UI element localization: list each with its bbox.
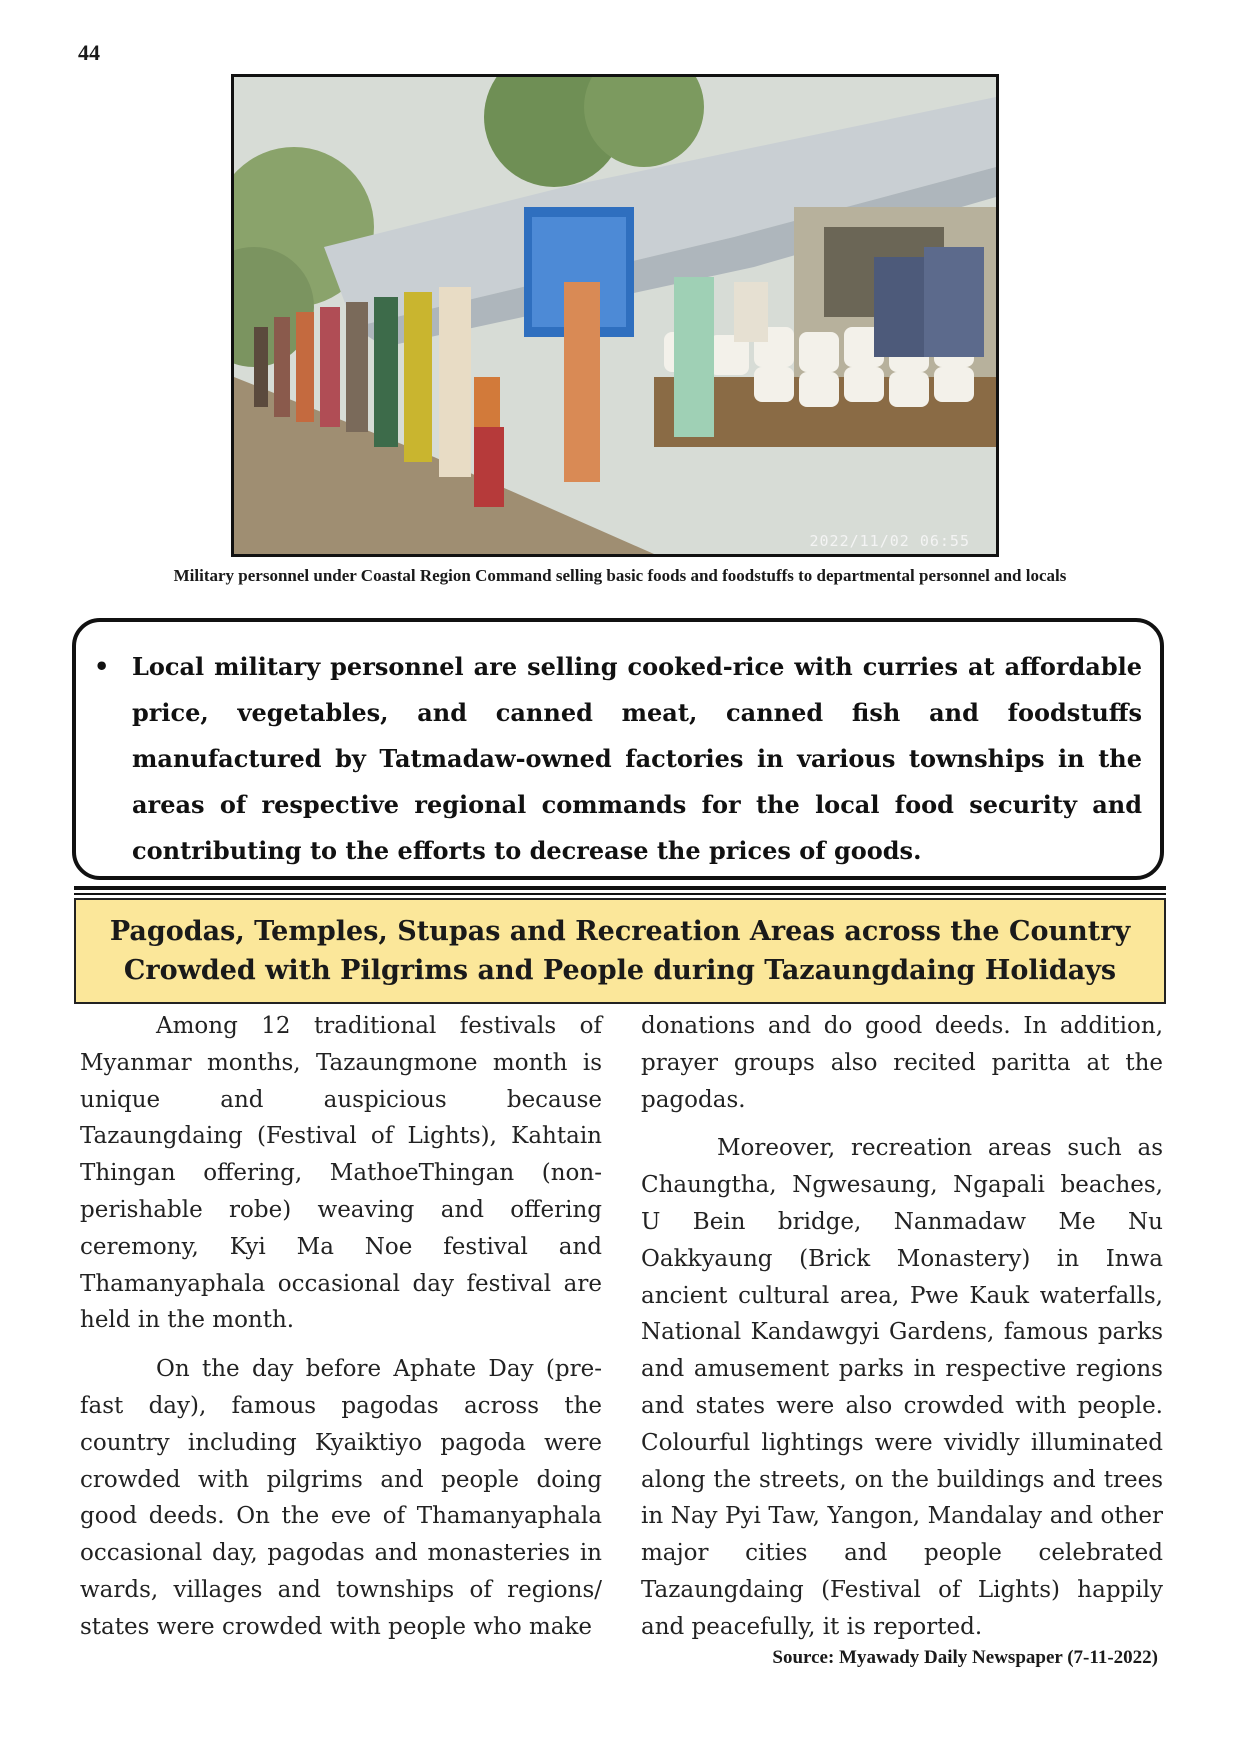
callout-box bbox=[72, 618, 1164, 880]
article-source: Source: Myawady Daily Newspaper (7-11-2022) bbox=[772, 1647, 1158, 1668]
divider-thick bbox=[74, 886, 1166, 890]
photo-illustration bbox=[234, 77, 996, 554]
article-paragraph: On the day before Aphate Day (pre-fast day), famous pagodas across the country including Kyaiktiyo pagoda were crowded with pilgrims and people doing good deeds. On the eve of Thamanyaphala occasional day, pagodas and monasteries in wards, villages and townships of regions/ states were crowded with people who make bbox=[80, 1356, 602, 1640]
article-paragraph: Moreover, recreation areas such as Chaungtha, Ngwesaung, Ngapali beaches, U Bein bridge, Nanmadaw Me Nu Oakkyaung (Brick Monastery) in Inwa ancient cultural area, Pwe Kauk waterfalls, National Kandawgyi Gardens, famous parks and amusement parks in respective regions and states were also crowded with people. Colourful lightings were vividly illuminated along the streets, on the buildings and trees in Nay Pyi Taw, Yangon, Mandalay and other major cities and people celebrated Tazaungdaing (Festival of Lights) happily and peacefully, it is reported. bbox=[641, 1135, 1163, 1640]
callout-item: • Local military personnel are selling cooked-rice with curries at affordable price, vegetables, and canned meat, canned fish and foodstuffs manufactured by Tatmadaw-owned factories in various townships in the areas of respective regional commands for the local food security and contributing to the efforts to decrease the prices of goods. bbox=[132, 644, 1142, 874]
callout-list bbox=[132, 644, 1142, 874]
divider-thin bbox=[74, 893, 1166, 895]
news-photo bbox=[231, 74, 999, 557]
article-paragraph: Among 12 traditional festivals of Myanmar months, Tazaungmone month is unique and auspicious because Tazaungdaing (Festival of Lights), Kahtain Thingan offering, MathoeThingan (non-perishable robe) weaving and offering ceremony, Kyi Ma Noe festival and Thamanyaphala occasional day festival are held in the month. bbox=[80, 1013, 602, 1334]
page-number: 44 bbox=[78, 40, 100, 65]
article-paragraph: donations and do good deeds. In addition, prayer groups also recited paritta at the pagodas. bbox=[641, 1013, 1163, 1113]
article-right-column bbox=[641, 1008, 1163, 1658]
article-left-column bbox=[80, 1008, 602, 1658]
photo-timestamp: 2022/11/02 06:55 bbox=[809, 532, 970, 550]
article-headline: Pagodas, Temples, Stupas and Recreation Areas across the Country Crowded with Pilgrims and People during Tazaungdaing Holidays bbox=[74, 898, 1166, 1004]
photo-caption: Military personnel under Coastal Region Command selling basic foods and foodstuffs to departmental personnel and locals bbox=[173, 566, 1067, 585]
